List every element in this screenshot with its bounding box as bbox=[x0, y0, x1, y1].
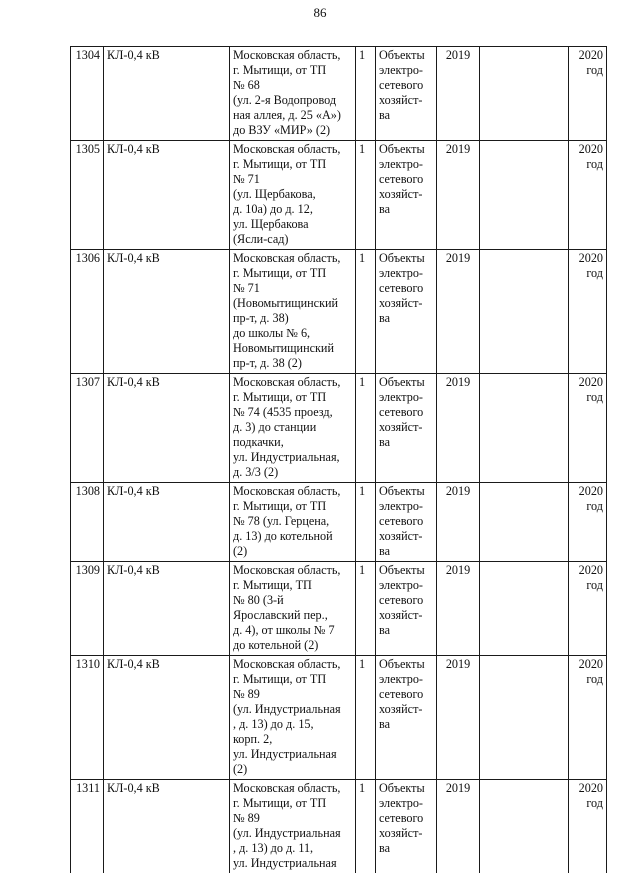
row-number: 1310 bbox=[71, 656, 104, 780]
year: 2019 bbox=[437, 562, 480, 656]
quantity: 1 bbox=[356, 47, 376, 141]
table-row bbox=[71, 374, 607, 483]
year: 2019 bbox=[437, 47, 480, 141]
object-category: Объекты электро- сетевого хозяйст- ва bbox=[376, 780, 437, 874]
empty-cell bbox=[480, 562, 569, 656]
empty-cell bbox=[480, 374, 569, 483]
empty-cell bbox=[480, 250, 569, 374]
row-number: 1305 bbox=[71, 141, 104, 250]
row-number: 1311 bbox=[71, 780, 104, 874]
table-row bbox=[71, 141, 607, 250]
quantity: 1 bbox=[356, 483, 376, 562]
table-row bbox=[71, 483, 607, 562]
year: 2019 bbox=[437, 780, 480, 874]
page-number: 86 bbox=[313, 5, 327, 20]
term: 2020 год bbox=[569, 483, 607, 562]
table-row bbox=[71, 47, 607, 141]
line-type: КЛ-0,4 кВ bbox=[104, 780, 230, 874]
term: 2020 год bbox=[569, 250, 607, 374]
line-address: Московская область, г. Мытищи, от ТП № 71 (ул. Щербакова, д. 10а) до д. 12, ул. Щербакова (Ясли-сад) bbox=[230, 141, 356, 250]
object-category: Объекты электро- сетевого хозяйст- ва bbox=[376, 374, 437, 483]
object-category: Объекты электро- сетевого хозяйст- ва bbox=[376, 47, 437, 141]
row-number: 1306 bbox=[71, 250, 104, 374]
row-number: 1308 bbox=[71, 483, 104, 562]
term: 2020 год bbox=[569, 374, 607, 483]
quantity: 1 bbox=[356, 562, 376, 656]
object-category: Объекты электро- сетевого хозяйст- ва bbox=[376, 562, 437, 656]
registry-table bbox=[70, 46, 607, 873]
year: 2019 bbox=[437, 250, 480, 374]
line-type: КЛ-0,4 кВ bbox=[104, 562, 230, 656]
line-address: Московская область, г. Мытищи, от ТП № 71 (Новомытищинский пр-т, д. 38) до школы № 6, Новомытищинский пр-т, д. 38 (2) bbox=[230, 250, 356, 374]
row-number: 1304 bbox=[71, 47, 104, 141]
line-address: Московская область, г. Мытищи, ТП № 80 (3-й Ярославский пер., д. 4), от школы № 7 до котельной (2) bbox=[230, 562, 356, 656]
line-address: Московская область, г. Мытищи, от ТП № 68 (ул. 2-я Водопровод ная аллея, д. 25 «А») до ВЗУ «МИР» (2) bbox=[230, 47, 356, 141]
quantity: 1 bbox=[356, 780, 376, 874]
term: 2020 год bbox=[569, 47, 607, 141]
year: 2019 bbox=[437, 483, 480, 562]
line-type: КЛ-0,4 кВ bbox=[104, 656, 230, 780]
quantity: 1 bbox=[356, 141, 376, 250]
empty-cell bbox=[480, 656, 569, 780]
object-category: Объекты электро- сетевого хозяйст- ва bbox=[376, 656, 437, 780]
line-address: Московская область, г. Мытищи, от ТП № 89 (ул. Индустриальная , д. 13) до д. 15, корп. 2, ул. Индустриальная (2) bbox=[230, 656, 356, 780]
row-number: 1307 bbox=[71, 374, 104, 483]
term: 2020 год bbox=[569, 562, 607, 656]
quantity: 1 bbox=[356, 250, 376, 374]
quantity: 1 bbox=[356, 374, 376, 483]
empty-cell bbox=[480, 141, 569, 250]
line-type: КЛ-0,4 кВ bbox=[104, 141, 230, 250]
term: 2020 год bbox=[569, 780, 607, 874]
year: 2019 bbox=[437, 656, 480, 780]
table-row bbox=[71, 780, 607, 874]
object-category: Объекты электро- сетевого хозяйст- ва bbox=[376, 483, 437, 562]
empty-cell bbox=[480, 47, 569, 141]
empty-cell bbox=[480, 483, 569, 562]
line-type: КЛ-0,4 кВ bbox=[104, 483, 230, 562]
object-category: Объекты электро- сетевого хозяйст- ва bbox=[376, 250, 437, 374]
table-row bbox=[71, 250, 607, 374]
year: 2019 bbox=[437, 141, 480, 250]
line-type: КЛ-0,4 кВ bbox=[104, 250, 230, 374]
line-address: Московская область, г. Мытищи, от ТП № 74 (4535 проезд, д. 3) до станции подкачки, ул. Индустриальная, д. 3/3 (2) bbox=[230, 374, 356, 483]
line-type: КЛ-0,4 кВ bbox=[104, 47, 230, 141]
empty-cell bbox=[480, 780, 569, 874]
line-address: Московская область, г. Мытищи, от ТП № 78 (ул. Герцена, д. 13) до котельной (2) bbox=[230, 483, 356, 562]
year: 2019 bbox=[437, 374, 480, 483]
term: 2020 год bbox=[569, 141, 607, 250]
row-number: 1309 bbox=[71, 562, 104, 656]
line-type: КЛ-0,4 кВ bbox=[104, 374, 230, 483]
table-row bbox=[71, 562, 607, 656]
term: 2020 год bbox=[569, 656, 607, 780]
quantity: 1 bbox=[356, 656, 376, 780]
object-category: Объекты электро- сетевого хозяйст- ва bbox=[376, 141, 437, 250]
table-row bbox=[71, 656, 607, 780]
line-address: Московская область, г. Мытищи, от ТП № 89 (ул. Индустриальная , д. 13) до д. 11, ул. Индустриальная bbox=[230, 780, 356, 874]
